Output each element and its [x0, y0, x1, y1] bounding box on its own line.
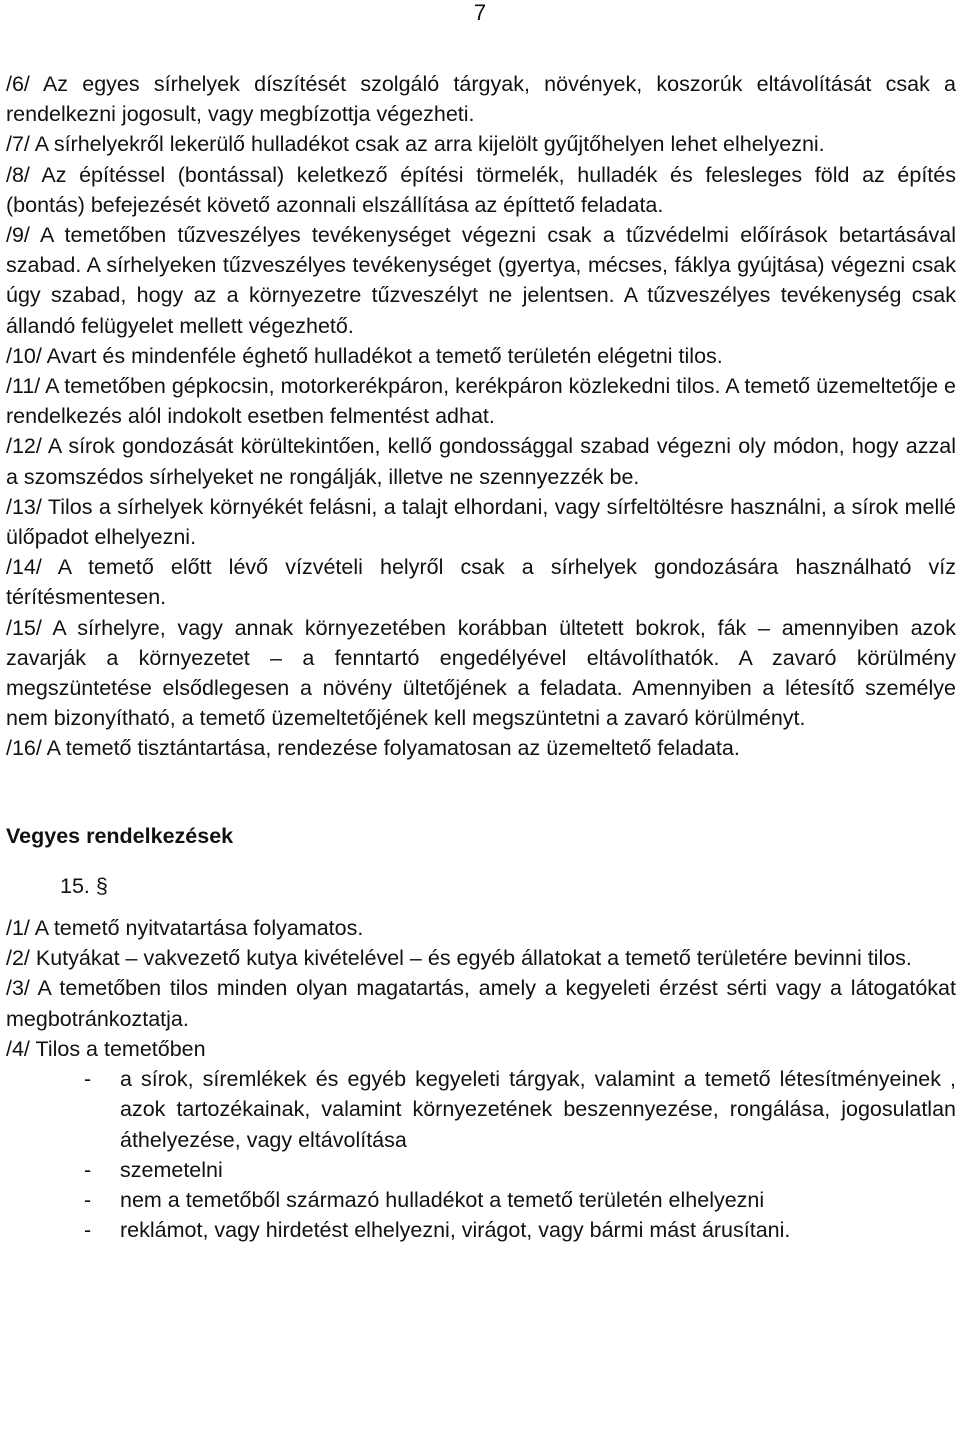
document-body [6, 69, 956, 1245]
section-paragraph-1: /1/ A temető nyitvatartása folyamatos. [6, 916, 364, 941]
paragraph-15: /15/ A sírhelyre, vagy annak környezetében korábban ültetett bokrok, fák – amennyiben azok zavarják a környezetet – a fenntartó engedélyével eltávolíthatók. A zavaró körülmény megszüntetése elsődlegesen a növény ültetőjének a feladata. Amennyiben a létesítő személye nem bizonyítható, a temető üzemeltetőjének kell megszüntetni a zavaró körülményt. [6, 615, 956, 731]
section-paragraph-3: /3/ A temetőben tilos minden olyan magatartás, amely a kegyeleti érzést sérti vagy a látogatókat megbotránkoztatja. [6, 976, 956, 1031]
section-number: 15. § [60, 873, 108, 898]
paragraph-11: /11/ A temetőben gépkocsin, motorkerékpáron, kerékpáron közlekedni tilos. A temető üzemeltetője e rendelkezés alól indokolt esetben felmentést adhat. [6, 374, 956, 429]
paragraph-10: /10/ Avart és mindenféle éghető hulladékot a temető területén elégetni tilos. [6, 343, 723, 368]
list-item: - nem a temetőből származó hulladékot a temető területén elhelyezni [6, 1185, 956, 1215]
list-item: - szemetelni [6, 1155, 956, 1185]
prohibited-list [6, 1064, 956, 1245]
list-item: - a sírok, síremlékek és egyéb kegyeleti tárgyak, valamint a temető létesítményeinek , azok tartozékainak, valamint környezetének beszennyezése, rongálása, jogosulatlan áthelyezése, vagy eltávolítása [6, 1064, 956, 1155]
paragraph-12: /12/ A sírok gondozását körültekintően, kellő gondossággal szabad végezni oly módon, hogy azzal a szomszédos sírhelyeket ne rongálják, illetve ne szennyezzék be. [6, 434, 956, 489]
section-paragraph-2: /2/ Kutyákat – vakvezető kutya kivételével – és egyéb állatokat a temető területére bevinni tilos. [6, 946, 912, 971]
section-title: Vegyes rendelkezések [6, 823, 234, 848]
paragraph-6: /6/ Az egyes sírhelyek díszítését szolgáló tárgyak, növények, koszorúk eltávolítását csak a rendelkezni jogosult, vagy megbízottja végezheti. [6, 72, 956, 127]
list-item: - reklámot, vagy hirdetést elhelyezni, virágot, vagy bármi mást árusítani. [6, 1215, 956, 1245]
section-paragraph-4: /4/ Tilos a temetőben [6, 1036, 206, 1061]
paragraph-9: /9/ A temetőben tűzveszélyes tevékenységet végezni csak a tűzvédelmi előírások betartásával szabad. A sírhelyeken tűzveszélyes tevékenységet (gyertya, mécses, fáklya gyújtása) végezni csak úgy szabad, hogy az a környezetre tűzveszélyt ne jelentsen. A tűzveszélyes tevékenység csak állandó felügyelet mellett végezhető. [6, 223, 956, 338]
paragraph-8: /8/ Az építéssel (bontással) keletkező építési törmelék, hulladék és felesleges föld az építés (bontás) befejezését követő azonnali elszállítása az építtető feladata. [6, 162, 956, 217]
paragraph-7: /7/ A sírhelyekről lekerülő hulladékot csak az arra kijelölt gyűjtőhelyen lehet elhelyezni. [6, 132, 825, 157]
paragraph-13: /13/ Tilos a sírhelyek környékét felásni, a talajt elhordani, vagy sírfeltöltésre használni, a sírok mellé ülőpadot elhelyezni. [6, 494, 956, 550]
page-number: 7 [473, 0, 487, 25]
paragraph-16: /16/ A temető tisztántartása, rendezése folyamatosan az üzemeltető feladata. [6, 736, 740, 761]
paragraph-14: /14/ A temető előtt lévő vízvételi helyről csak a sírhelyek gondozására használható víz térítésmentesen. [6, 555, 956, 610]
